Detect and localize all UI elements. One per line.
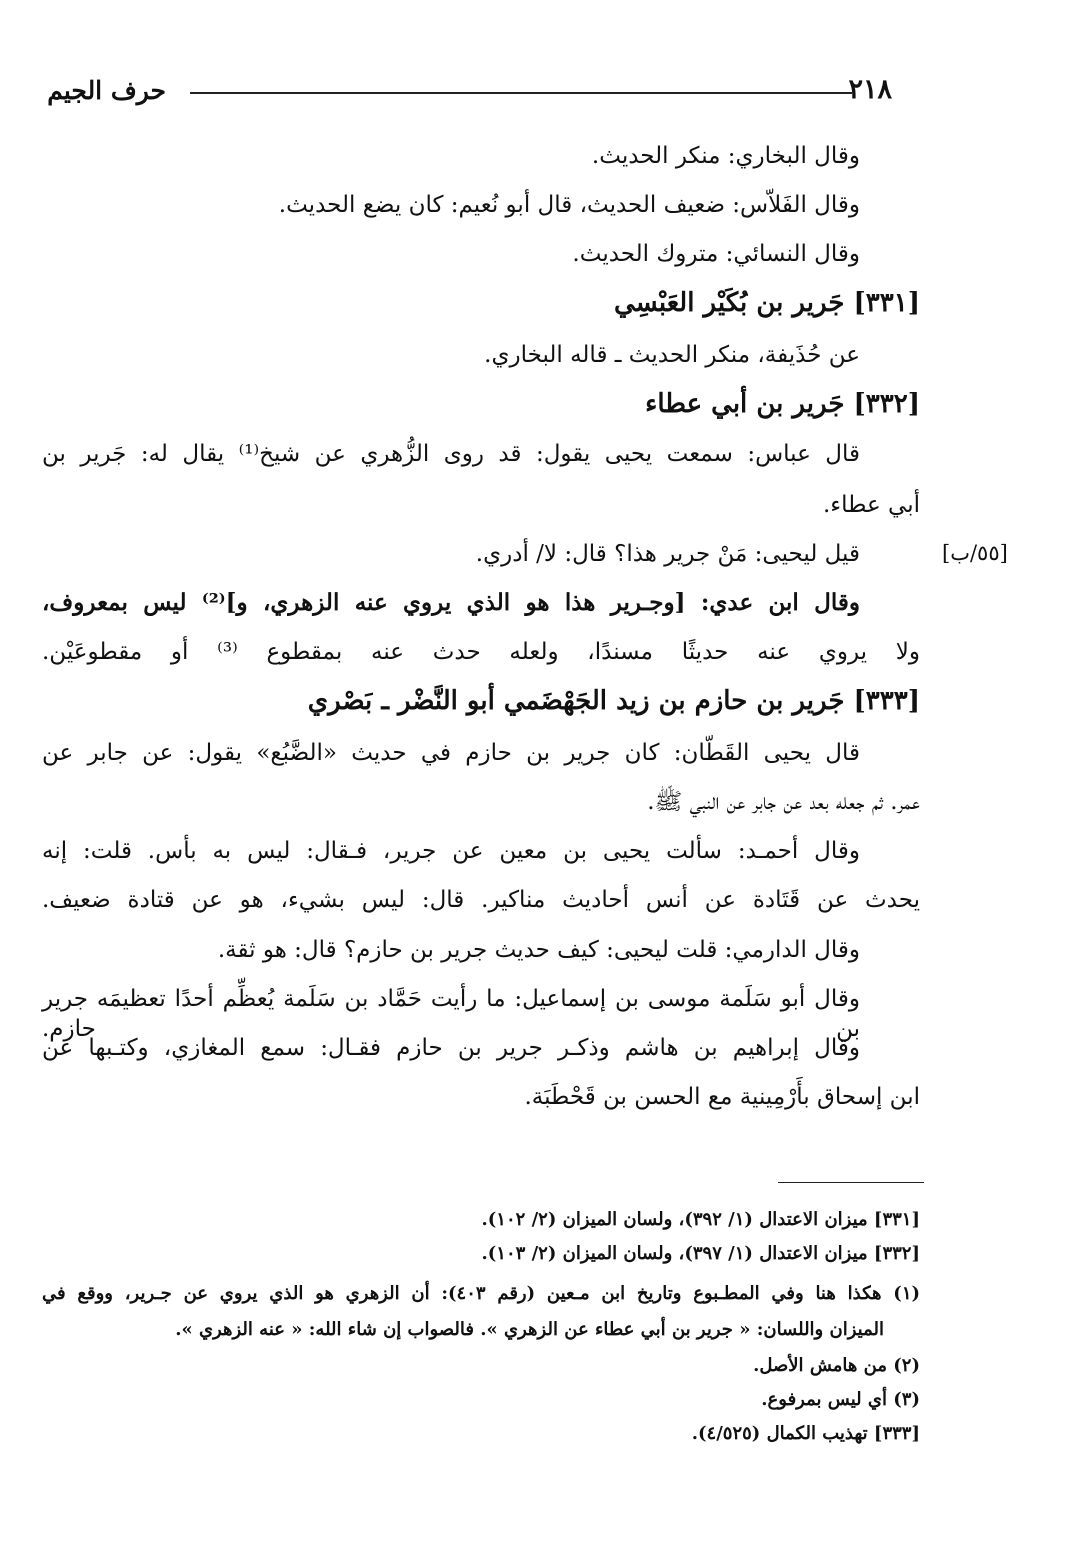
footnote-line: [٣٣٣] تهذيب الكمال (٤/٥٢٥). [691,1423,920,1444]
manuscript-folio-note: [٥٥/ب] [942,541,1008,565]
text-line: يحدث عن قَتَادة عن أنس أحاديث مناكير. قال: ليس بشيء، هو عن قتادة ضعيف. [42,887,920,913]
text-line: وقال الدارمي: قلت ليحيى: كيف حديث جرير بن حازم؟ قال: هو ثقة. [217,937,860,963]
footnote-line: [٣٣١] ميزان الاعتدال (١/ ٣٩٢)، ولسان الميزان (٢/ ١٠٢). [481,1209,920,1230]
text-line: عمر. ثم جعله بعد عن جابر عن النبي ﷺ. [647,789,920,815]
footnote-separator [778,1182,924,1183]
text-line: أبي عطاء. [823,492,920,518]
text-line: ولا يروي عنه حديثًا مسندًا، ولعله حدث عنه بمقطوع ⁽³⁾ أو مقطوعَيْن. [42,639,920,665]
text-line: وقال إبراهيم بن هاشم وذكـر جرير بن حازم فقـال: سمع المغازي، وكتـبها عن [42,1035,860,1061]
text-line: وقال الفَلاّس: ضعيف الحديث، قال أبو نُعيم: كان يضع الحديث. [278,192,860,218]
text-line: وقال أبو سَلَمة موسى بن إسماعيل: ما رأيت حَمَّاد بن سَلَمة يُعظِّم أحدًا تعظيمَه جرير بن حازم. [42,986,860,1042]
text-line: ابن إسحاق بأَرْمِينية مع الحسن بن قَحْطَبَة. [524,1084,920,1110]
footnote-line: (١) هكذا هنا وفي المطـبوع وتاريخ ابن مـعين (رقم ٤٠٣): أن الزهري هو الذي يروي عن جـرير، ووقع في [42,1283,921,1304]
footnote-line: (٢) من هامش الأصل. [753,1355,920,1376]
chapter-title: حرف الجيم [47,76,166,105]
entry-heading-333: [٣٣٣] جَرير بن حازم بن زيد الجَهْضَمي أبو النَّضْر ـ بَصْري [307,686,920,716]
footnote-line: (٣) أي ليس بمرفوع. [761,1389,920,1410]
page-number: ٢١٨ [848,74,892,105]
text-line: وقال البخاري: منكر الحديث. [591,143,860,169]
text-line: وقال ابن عدي: [وجـرير هذا هو الذي يروي عنه الزهري، و]⁽²⁾ ليس بمعروف، [42,589,861,616]
text-line: قال يحيى القَطّان: كان جرير بن حازم في حديث «الضَّبُع» يقول: عن جابر عن [42,740,860,766]
text-line: قال عباس: سمعت يحيى يقول: قد روى الزُّهري عن شيخ⁽¹⁾ يقال له: جَرير بن [42,441,860,467]
page-header [36,70,892,114]
text-line: قيل ليحيى: مَنْ جرير هذا؟ قال: لا/ أدري. [475,541,860,567]
text-line: وقال النسائي: متروك الحديث. [572,241,860,267]
header-rule [190,92,852,94]
footnote-line: [٣٣٢] ميزان الاعتدال (١/ ٣٩٧)، ولسان الميزان (٢/ ١٠٣). [481,1243,920,1264]
entry-heading-332: [٣٣٢] جَرير بن أبي عطاء [645,389,920,419]
footnote-line: الميزان واللسان: « جرير بن أبي عطاء عن الزهري ». فالصواب إن شاء الله: « عنه الزهري ». [175,1319,884,1340]
text-line: عن حُذَيفة، منكر الحديث ـ قاله البخاري. [484,342,860,368]
text-line: وقال أحمـد: سألت يحيى بن معين عن جرير، فـقال: ليس به بأس. قلت: إنه [42,838,860,864]
entry-heading-331: [٣٣١] جَرير بن بُكَيْر العَبْسِي [614,288,920,318]
